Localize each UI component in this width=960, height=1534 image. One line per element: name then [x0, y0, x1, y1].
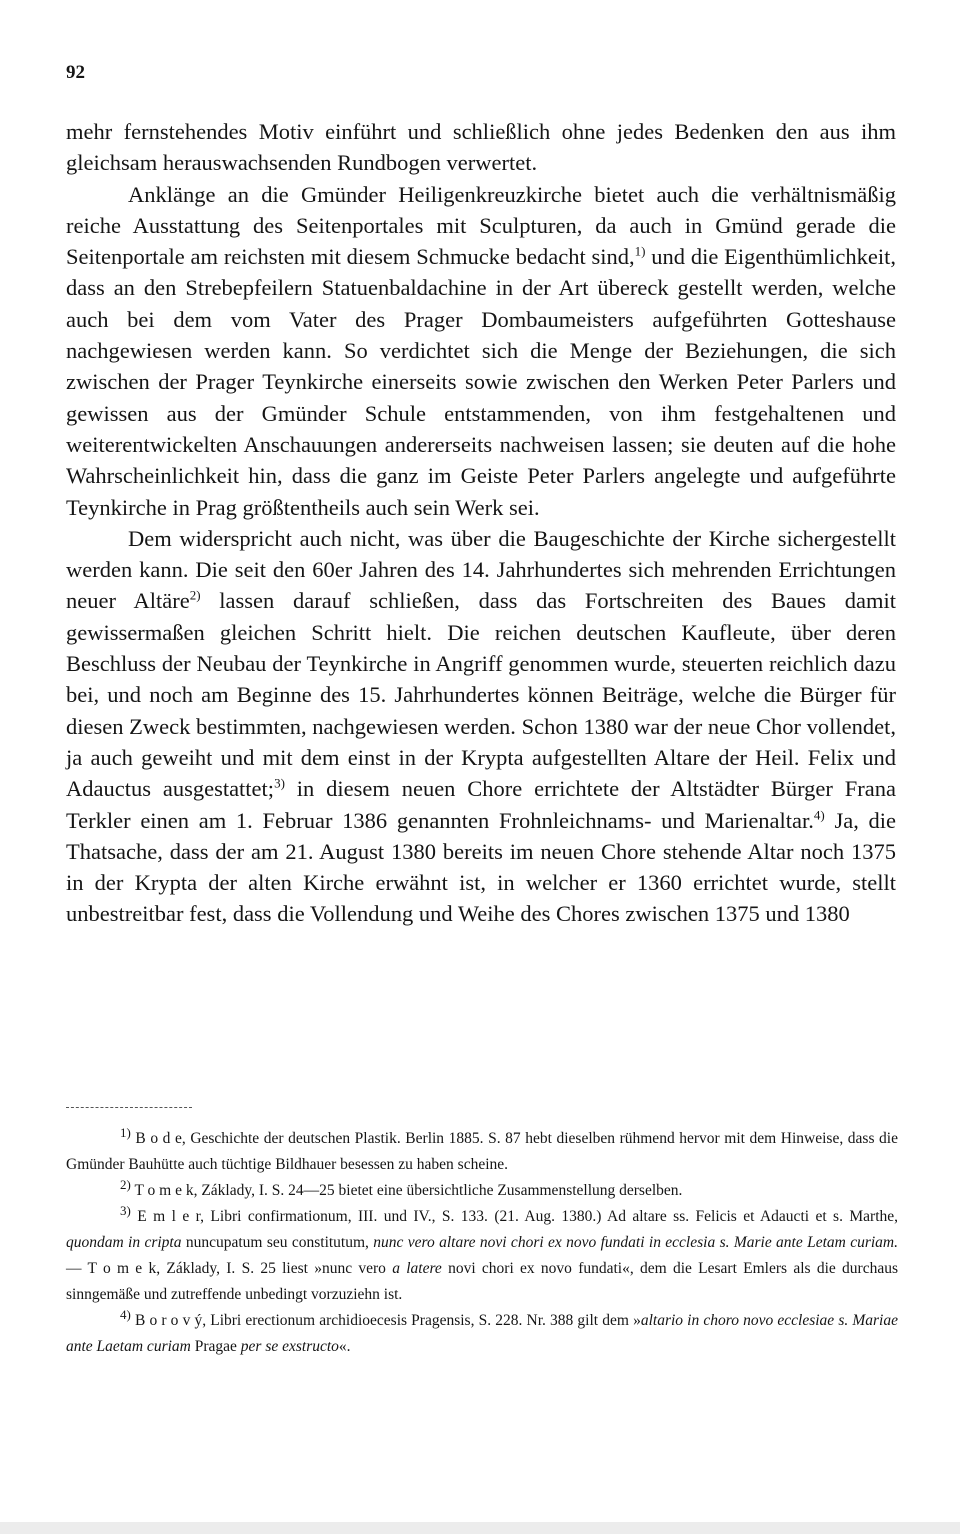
- footnote-italic: quondam in cripta: [66, 1234, 182, 1251]
- page-number: 92: [66, 62, 85, 83]
- footnote: [66, 1126, 898, 1178]
- paragraph: mehr fernstehendes Motiv einführt und schließlich ohne jedes Bedenken den aus ihm gleichsam herauswachsenden Rundbogen verwertet.: [66, 119, 896, 176]
- paragraph: [66, 523, 896, 930]
- footnote-mark: 3): [120, 1202, 131, 1218]
- footnote: [66, 1178, 898, 1204]
- page-bottom-edge: [0, 1522, 960, 1534]
- footnote-text: — T o m e k, Základy, I. S. 25 liest »nunc vero: [66, 1260, 393, 1277]
- footnote-ref: 4): [813, 807, 825, 823]
- paragraph: [66, 179, 896, 523]
- footnote-text: T o m e k, Základy, I. S. 24—25 bietet eine übersichtliche Zusammenstellung derselben.: [134, 1182, 683, 1199]
- footnote-ref: 1): [634, 243, 646, 259]
- footnote: [66, 1204, 898, 1308]
- footnote-text: «.: [338, 1338, 351, 1355]
- footnote-mark: 2): [120, 1176, 131, 1192]
- footnote: [66, 1308, 898, 1360]
- text-segment: in diesem neuen Chore errichtete der Altstädter Bürger Frana Terkler einen am 1. Februar 1386 genannten Frohnleichnams- und Marienaltar.: [66, 776, 896, 833]
- text-segment: und die Eigenthümlichkeit, dass an den Strebepfeilern Statuenbaldachine in der Art übereck gestellt werden, welche auch bei dem vom Vater des Prager Dombaumeisters aufgeführten Gotteshause nachgewiesen werden kann. So verdichtet sich die Menge der Beziehungen, die sich zwischen der Prager Teynkirche einerseits sowie zwischen den Werken Peter Parlers und gewissen aus der Gmünder Schule entstammenden, von ihm festgehaltenen und weiterentwickelten Anschauungen andererseits nachweisen lassen; sie deuten auf die hohe Wahrscheinlichkeit hin, dass die ganz im Geiste Peter Parlers angelegte und aufgeführte Teynkirche in Prag größtentheils auch sein Werk sei.: [66, 244, 896, 520]
- footnote-text: B o r o v ý, Libri erectionum archidioecesis Pragensis, S. 228. Nr. 388 gilt dem »: [135, 1312, 641, 1329]
- footnote-italic: nunc vero altare novi chori ex novo fundati in ecclesia s. Marie ante Letam curiam.: [373, 1234, 898, 1251]
- text-segment: Ja, die Thatsache, dass der am 21. August 1380 bereits im neuen Chore stehende Altar noch 1375 in der Krypta der alten Kirche erwähnt ist, in welcher er 1360 errichtet wurde, stellt unbestreitbar fest, dass die Vollendung und Weihe des Chores zwischen 1375 und 1380: [66, 807, 897, 927]
- footnote-italic: altario in choro novo ecclesiae s. Mariae ante Laetam curiam: [66, 1312, 898, 1355]
- footnote-ref: 3): [274, 775, 285, 791]
- footnote-italic: a latere: [392, 1260, 442, 1277]
- text-segment: lassen darauf schließen, dass das Fortschreiten des Baues damit gewissermaßen gleichen Schritt hielt. Die reichen deutschen Kaufleute, über deren Beschluss der Neubau der Teynkirche in Angriff genommen wurde, steuerten reichlich dazu bei, und noch am Beginne des 15. Jahrhundertes können Beiträge, welche die Bürger für diesen Zweck bestimmten, nachgewiesen werden. Schon 1380 war der neue Chor vollendet, ja auch geweiht und mit dem einst in der Krypta aufgestellten Altare der Heil. Felix und Adauctus ausgestattet;: [66, 588, 897, 802]
- text-segment: Anklänge an die Gmünder Heiligenkreuzkirche bietet auch die verhältnismäßig reiche Ausstattung des Seitenportales mit Sculpturen, da auch in Gmünd gerade die Seitenportale am reichsten mit diesem Schmucke bedacht sind,: [66, 181, 896, 270]
- footnote-text: E m l e r, Libri confirmationum, III. und IV., S. 133. (21. Aug. 1380.) Ad altare ss. Felicis et Adaucti et s. Marthe,: [137, 1208, 899, 1225]
- text-segment: Dem widerspricht auch nicht, was über die Baugeschichte der Kirche sichergestellt werden kann. Die seit den 60er Jahren des 14. Jahrhundertes sich mehrenden Errichtungen neuer Altäre: [66, 525, 896, 614]
- footnote-italic: per se exstructo: [240, 1338, 339, 1355]
- footnote-mark: 1): [120, 1124, 131, 1140]
- footnote-text: B o d e, Geschichte der deutschen Plastik. Berlin 1885. S. 87 hebt dieselben rühmend hervor mit dem Hinweise, dass die Gmünder Bauhütte auch tüchtige Bildhauer besessen zu haben scheine.: [66, 1130, 898, 1173]
- footnote-text: Pragae: [190, 1338, 241, 1355]
- footnote-ref: 2): [189, 587, 201, 603]
- footnote-text: novi chori ex novo fundati«, dem die Lesart Emlers als die durchaus sinngemäße und zutreffende unbedingt vorzuziehn ist.: [66, 1260, 898, 1303]
- footnote-text: nuncupatum seu constitutum,: [181, 1234, 374, 1251]
- footnote-separator: [66, 1107, 192, 1108]
- footnotes: [66, 1126, 898, 1360]
- footnote-mark: 4): [120, 1306, 131, 1322]
- main-text: [66, 116, 896, 930]
